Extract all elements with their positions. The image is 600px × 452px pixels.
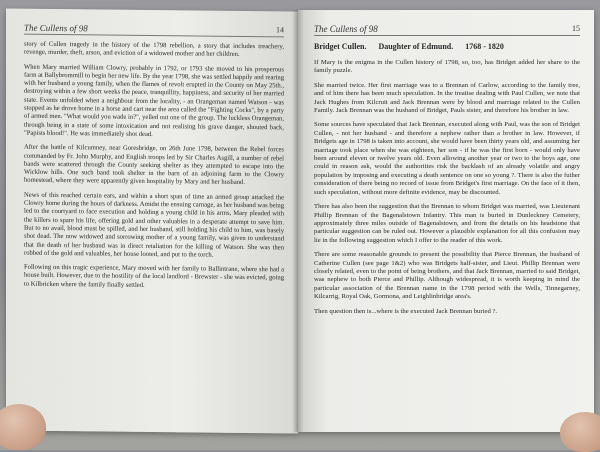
section-title-subtitle: Daughter of Edmund. bbox=[378, 42, 454, 51]
left-page-header bbox=[24, 23, 284, 38]
section-title-years: 1768 - 1820 bbox=[465, 42, 504, 51]
left-thumb bbox=[0, 404, 46, 450]
right-page-number: 15 bbox=[572, 24, 580, 33]
right-paragraph-6: Then question then is...where is the executed Jack Brennan buried ?. bbox=[314, 307, 498, 315]
right-paragraph-2: She married twice. Her first marriage was to a Brennan of Carlow, according to the family tree, and of him there has been much speculation. In the treatise dealing with Paul Cullen, we note that Jack Hughes from Kilcruit and Jack Brennan were by blood and marriage related to the Cullen Family. Jack Brennan was the husband of Bridget, Pauls sister, and therefore his brother in law. bbox=[314, 81, 580, 115]
right-paragraph-3: Some sources have speculated that Jack Brennan, executed along with Paul, was the son of Bridget Cullen, - not her husband - and therefore a nephew rather than a brother in law. However, if Bridgets age in 1798 is taken into account, she would have been thirty years old, and assuming her marriage took place when she was eighteen, her son - if he was the first born - would only have been around eleven or twelve years old. Even allowing another year or two to the boys age, one could in reason ask, would the authorities risk the backlash of an already volatile and angry population by imposing and executing a death sentence on one so young ?. There is also the futher consideration of there being no record of issue from Bridget's first marriage. On the face of it then, such speculation, without more definite evidence, may be discounted. bbox=[314, 121, 580, 196]
left-page bbox=[6, 8, 298, 433]
right-thumb bbox=[560, 412, 600, 452]
left-paragraph-5: Following on this tragic experience, Mary moved with her family to Ballintrane, where she had a house built. However, due to the hostility of the local landlord - Brewster - she was evicted, going to Kilbricken where the family finally settled. bbox=[24, 263, 284, 289]
right-running-title: The Cullens of 98 bbox=[314, 24, 378, 34]
left-paragraph-3: After the battle of Kilcumney, near Goresbridge, on 26th June 1798, between the Rebel forces commanded by Fr. John Murphy, and English troops led by Sir Charles Asgill, a number of rebel bands were scattered through the County seeking shelter as they attempted to escape into the Wicklow hills. One such band took shelter in the barn of an adjoining farm to the Clowry homestead, where they were apparently given hospitality by Mary and her husband. bbox=[24, 143, 284, 187]
book-gutter bbox=[292, 10, 304, 432]
section-title bbox=[314, 42, 580, 51]
left-paragraph-4: News of this reached certain ears, and within a short span of time an armed group attacked the Clowry home during the hours of darkness. Amidst the ensuing carnage, as her husband was being led to the courtyard to face execution and holding a young child in his arms, Mary pleaded with the killers to spare his life, offering gold and other valuables in a desperate attempt to save him. But to no avail, blood must be spilled, and her husband, still holding his child to him, was basely shot dead. The now widowed and sorrowing mother of a young family, was given to understand that the death of her husband was in direct retaliation for the killing of Watson. She was then robbed of the gold and valuables, her house looted, and put to the torch. bbox=[24, 191, 284, 259]
left-paragraph-1: story of Cullen tragedy in the history of the 1798 rebellion, a story that includes treachery, revenge, murder, theft, arson, and eviction of a widowed mother and her children. bbox=[24, 40, 284, 59]
right-paragraph-5: There are some reasonable grounds to present the possibility that Pierce Brennan, the husband of Catherine Cullen (see page 1&2) who was Bridgets half-sister, and Lieut. Phillip Brennan were closely related, even to the point of being brothers, and that Jack Brennan, married to said Bridget, was nephew to both Pierce and Phillip. Although widespread, it is worth keeping in mind the particular association of the Brennan name in the 1798 period with the Wells, Tinnegarney, Kilcarrig, Royal Oak, Gormona, and Leighlinbridge area's. bbox=[314, 251, 580, 301]
left-running-title: The Cullens of 98 bbox=[24, 22, 88, 34]
right-page bbox=[298, 10, 594, 432]
right-page-header bbox=[314, 24, 580, 36]
right-paragraph-4: There has also been the suggestion that the Brennan to whom Bridget was married, was Lieutenant Phillip Brennan of the Bagenalstown Infantry. This man is buried in Dunleckney Cemetery, approximately three miles outside of Bagenalstown, and from the details on his headstone that particular suggestion can be ruled out. However a plausible explanation for all this confusion may lie in the following suggestion which I offer to the reader of this work. bbox=[314, 203, 580, 244]
left-page-number: 14 bbox=[276, 25, 284, 35]
right-paragraph-1: If Mary is the enigma in the Cullen history of 1798, so, too, has Bridget added her share to the family puzzle. bbox=[314, 59, 580, 75]
left-paragraph-2: When Mary married William Clowry, probably in 1792, or 1793 she moved to his prosperous farm at Ballybrommill to begin her new life. By the year 1798, she was settled happily and rearing with her husband a young family, when the flames of revolt erupted in the County on May 25th., destroying within a few short weeks the peace, tranquillity, happiness, and security of her married state. Events unfolded when a neighbour from the locality, - an Orangeman named Watson - was stopped as he drove home in a horse and cart near the area called the "Fighting Cocks", by a party of armed men. "What would you wade in?", yelled out one of the group. The luckless Orangeman, through being in a state of some intoxication and not realising his grave danger, shouted back, "Papists blood!". He was immediately shot dead. bbox=[24, 63, 284, 138]
section-title-name: Bridget Cullen. bbox=[314, 42, 367, 51]
